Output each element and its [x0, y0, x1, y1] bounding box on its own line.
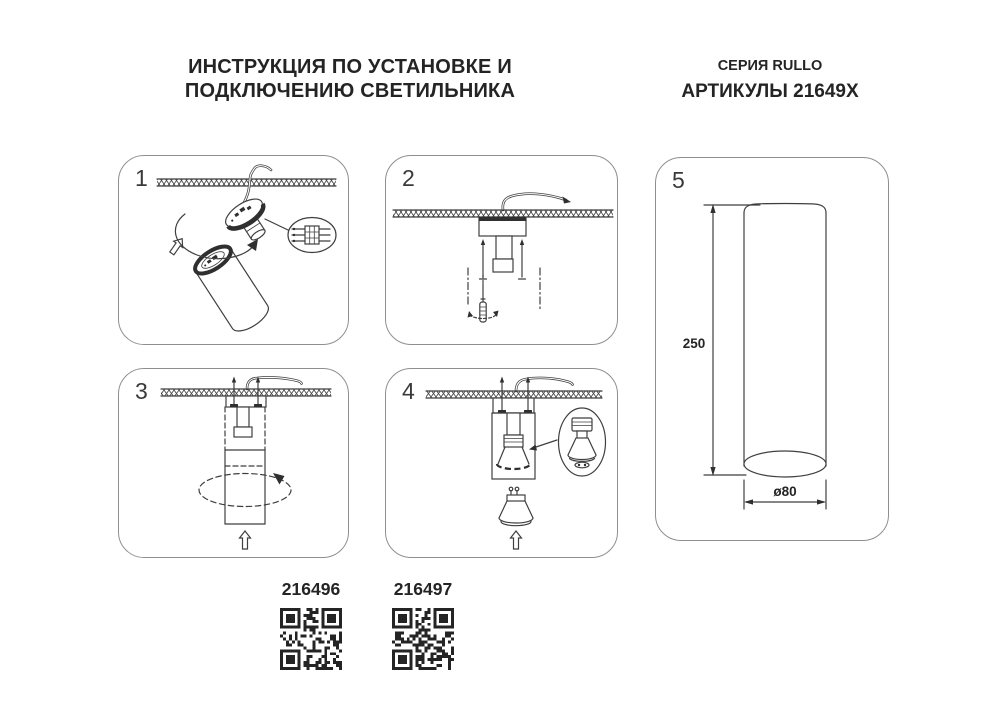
page-title-line2: ПОДКЛЮЧЕНИЮ СВЕТИЛЬНИКА — [184, 80, 516, 102]
step-2-number: 2 — [402, 165, 415, 191]
page-title-line1: ИНСТРУКЦИЯ ПО УСТАНОВКЕ И — [188, 56, 512, 78]
step-1-panel — [118, 155, 349, 345]
ceiling-hatch — [157, 179, 336, 186]
power-wire — [247, 377, 302, 389]
qr-code-1 — [280, 608, 342, 670]
step-4-illustration — [386, 369, 619, 559]
step-3-illustration — [119, 369, 350, 559]
mounting-plate — [226, 396, 266, 437]
socket-icon — [504, 435, 523, 447]
up-arrow-icon — [240, 531, 251, 549]
screw-icon — [480, 239, 487, 279]
gu10-bulb-icon — [497, 447, 530, 469]
step-4-panel — [385, 368, 618, 558]
ceiling-hatch — [426, 391, 602, 398]
qr-code-2 — [392, 608, 454, 670]
detail-callout — [559, 408, 606, 476]
qr-label-216496: 216496 — [281, 579, 341, 599]
dimension-height — [683, 204, 760, 476]
step-1-number: 1 — [135, 165, 148, 191]
mounting-plate — [479, 217, 526, 272]
step-4-number: 4 — [402, 378, 415, 404]
step-3-panel — [118, 368, 349, 558]
step-1-illustration — [119, 156, 350, 346]
step-3-number: 3 — [135, 378, 148, 404]
gu10-bulb-icon — [499, 487, 533, 526]
ceiling-hatch — [393, 210, 613, 217]
height-label: 250 — [682, 336, 706, 351]
terminal-block-icon — [292, 226, 330, 244]
dimension-diameter — [744, 480, 826, 509]
cylinder-drawing — [744, 203, 826, 477]
page-title — [130, 55, 570, 103]
series-name: СЕРИЯ RULLO — [717, 58, 823, 74]
callout-leader-line — [265, 219, 288, 230]
step-5-number: 5 — [672, 167, 685, 193]
callout-leader-line — [529, 440, 557, 451]
series-block — [650, 58, 890, 103]
step-5-panel — [655, 157, 889, 541]
lamp-tube — [492, 413, 535, 479]
step-2-illustration — [386, 156, 619, 346]
step-5-illustration — [656, 158, 890, 542]
screw-icon — [519, 239, 526, 279]
step-2-panel — [385, 155, 618, 345]
detail-callout — [288, 218, 336, 253]
lamp-tube — [190, 241, 272, 336]
article-numbers: АРТИКУЛЫ 21649X — [681, 81, 859, 102]
screwdriver-icon — [468, 275, 499, 322]
qr-label-216497: 216497 — [393, 579, 453, 599]
power-wire — [503, 194, 571, 210]
diameter-label: ø80 — [773, 484, 797, 499]
ceiling-hatch — [161, 389, 331, 396]
power-wire — [516, 378, 573, 391]
rotation-arrow-icon — [199, 473, 291, 507]
up-arrow-icon — [511, 531, 522, 549]
